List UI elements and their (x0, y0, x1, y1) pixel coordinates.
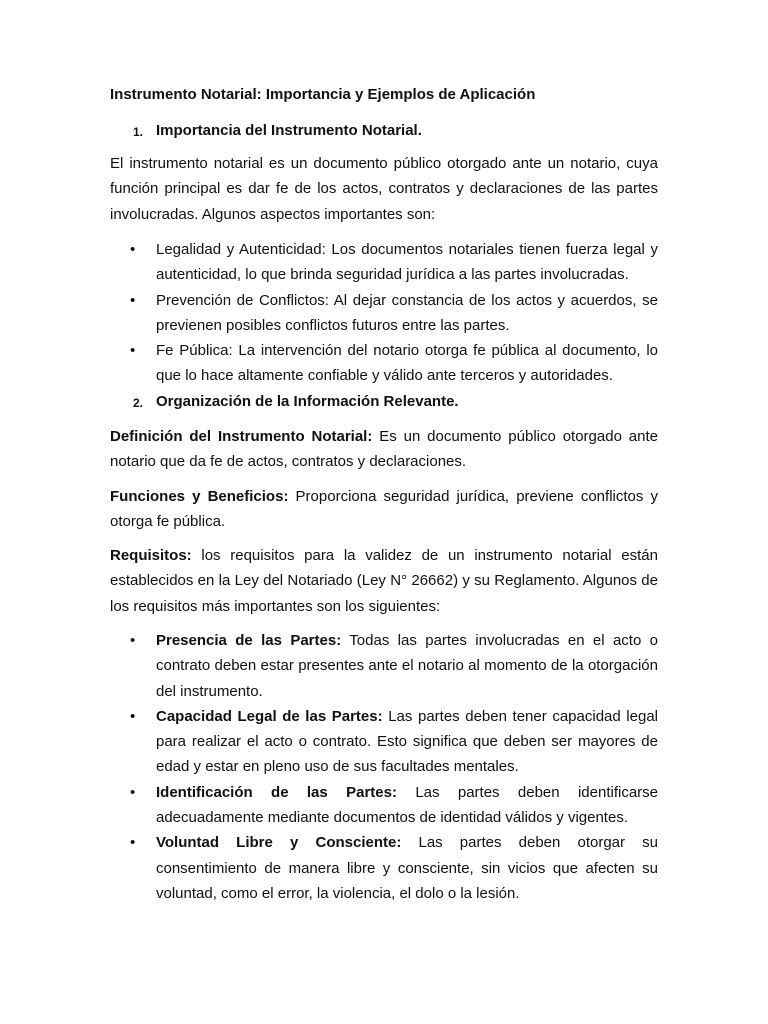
bullet-icon: • (130, 632, 136, 649)
list-item-term: Identificación de las Partes: (156, 783, 397, 801)
definition-paragraph (110, 424, 658, 475)
requirements-text: los requisitos para la validez de un instrumento notarial están establecidos en la Ley del Notariado (Ley N° 26662) y su Reglamento. Algunos de los requisitos más importantes son los siguientes: (110, 547, 658, 615)
intro-paragraph: El instrumento notarial es un documento público otorgado ante un notario, cuya función principal es dar fe de los actos, contratos y declaraciones de las partes involucradas. Algunos aspectos importantes son: (110, 155, 658, 223)
bullet-icon: • (130, 241, 136, 258)
requirements-paragraph (110, 543, 658, 619)
list-item-term: Presencia de las Partes: (156, 632, 342, 649)
functions-paragraph (110, 484, 658, 535)
functions-text: Proporciona seguridad jurídica, previene conflictos y otorga fe pública. (110, 488, 658, 531)
list-item (110, 338, 658, 389)
list-item-text: Todas las partes involucradas en el acto o contrato deben estar presentes ante el notario al momento de la otorgación del instrumento. (156, 632, 658, 700)
section-number: 1. (133, 125, 144, 139)
list-item-text: Las partes deben otorgar su consentimiento de manera libre y consciente, sin vicios que afecten su voluntad, como el error, la violencia, el dolo o la lesión. (156, 834, 658, 902)
bullet-icon: • (130, 707, 136, 725)
list-item-term: Voluntad Libre y Consciente: (156, 834, 402, 852)
bullet-icon: • (130, 783, 136, 801)
section-title: Importancia del Instrumento Notarial. (156, 122, 422, 139)
list-item-text: Legalidad y Autenticidad: Los documentos notariales tienen fuerza legal y autenticidad, lo que brinda seguridad jurídica a las partes involucradas. (156, 241, 658, 284)
functions-term: Funciones y Beneficios: (110, 488, 289, 505)
requirements-bullet-list (110, 628, 658, 906)
section-title: Organización de la Información Relevante. (156, 393, 459, 410)
definition-term: Definición del Instrumento Notarial: (110, 428, 373, 445)
list-item-term: Capacidad Legal de las Partes: (156, 707, 383, 725)
bullet-icon: • (130, 834, 136, 852)
list-item-text: Fe Pública: La intervención del notario otorga fe pública al documento, lo que lo hace altamente confiable y válido ante terceros y autoridades. (156, 342, 658, 385)
list-item (110, 780, 658, 831)
document-title: Instrumento Notarial: Importancia y Ejemplos de Aplicación (110, 86, 536, 103)
requirements-term: Requisitos: (110, 547, 192, 564)
list-item (110, 628, 658, 704)
list-item (110, 237, 658, 288)
list-item (110, 830, 658, 906)
list-item-text: Las partes deben tener capacidad legal para realizar el acto o contrato. Esto significa que deben ser mayores de edad y estar en pleno uso de sus facultades mentales. (156, 707, 658, 776)
list-item (110, 704, 658, 780)
list-item-text: Prevención de Conflictos: Al dejar constancia de los actos y acuerdos, se previenen posibles conflictos futuros entre las partes. (156, 291, 658, 334)
section-number: 2. (133, 396, 144, 410)
importance-bullet-list (110, 237, 658, 389)
bullet-icon: • (130, 342, 136, 360)
list-item-text: Las partes deben identificarse adecuadamente mediante documentos de identidad válidos y vigentes. (156, 783, 659, 827)
list-item (110, 288, 658, 339)
definition-text: Es un documento público otorgado ante notario que da fe de actos, contratos y declaraciones. (110, 428, 659, 471)
bullet-icon: • (130, 291, 136, 309)
